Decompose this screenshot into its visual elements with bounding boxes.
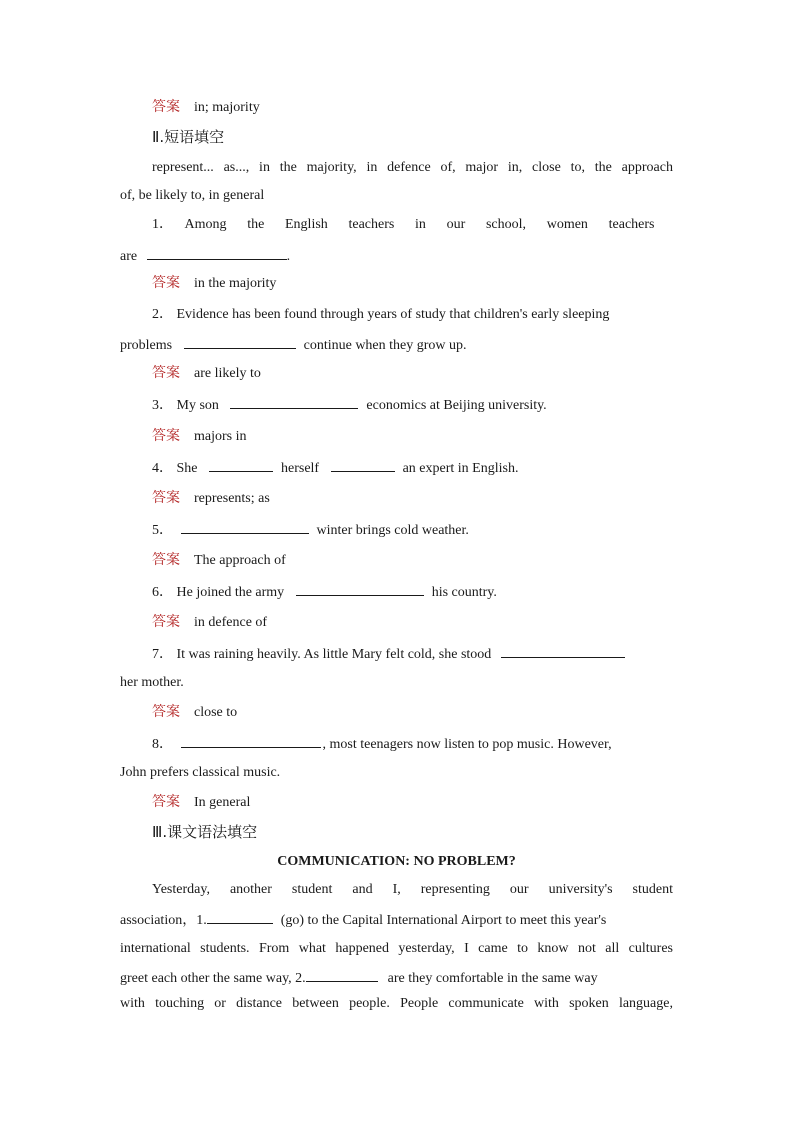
- answer-line-1: 答案 in the majority: [152, 275, 277, 291]
- passage-line-3: international students. From what happened yesterday, I came to know not all cultures: [120, 941, 673, 956]
- section-3-title: Ⅲ.课文语法填空: [152, 823, 258, 841]
- passage-line-2: association，1. (go) to the Capital International Airport to meet this year's: [120, 909, 673, 931]
- passage-line-4: greet each other the same way, 2. are they comfortable in the same way: [120, 967, 673, 989]
- question-2: 2． Evidence has been found through years of study that children's early sleeping: [152, 307, 610, 322]
- answer-blank[interactable]: [230, 394, 358, 409]
- word-bank-line-1: represent... as..., in the majority, in defence of, major in, close to, the approach: [152, 160, 673, 175]
- answer-line-6: 答案 in defence of: [152, 614, 268, 630]
- answer-line-2: 答案 are likely to: [152, 365, 261, 381]
- section-2-title: Ⅱ.短语填空: [152, 128, 225, 146]
- answer-blank[interactable]: [209, 457, 273, 472]
- answer-line-3: 答案 majors in: [152, 428, 247, 444]
- word-bank-line-2: of, be likely to, in general: [120, 188, 265, 203]
- question-2-cont: problems continue when they grow up.: [120, 334, 673, 356]
- answer-line-4: 答案 represents; as: [152, 490, 270, 506]
- question-6: 6． He joined the army his country.: [120, 581, 673, 603]
- answer-line-5: 答案 The approach of: [152, 552, 286, 568]
- answer-blank[interactable]: [501, 643, 625, 658]
- question-7: 7． It was raining heavily. As little Mary felt cold, she stood: [120, 643, 673, 665]
- question-4: 4． She herself an expert in English.: [120, 457, 673, 479]
- answer-label: 答案: [152, 99, 180, 115]
- answer-line-0: [120, 97, 673, 118]
- question-8: 8． , most teenagers now listen to pop music. However,: [120, 733, 673, 755]
- answer-line-7: 答案 close to: [152, 704, 238, 720]
- passage-line-1: Yesterday, another student and I, representing our university's student: [152, 882, 673, 897]
- answer-blank[interactable]: [184, 334, 296, 349]
- answer-blank[interactable]: [331, 457, 395, 472]
- question-1-cont: are .: [120, 245, 673, 267]
- question-8-cont: John prefers classical music.: [120, 765, 281, 780]
- answer-text: in; majority: [194, 100, 260, 115]
- answer-line-8: 答案 In general: [152, 794, 251, 810]
- passage-title: COMMUNICATION: NO PROBLEM?: [277, 854, 516, 869]
- answer-blank[interactable]: [207, 909, 273, 924]
- answer-blank[interactable]: [296, 581, 424, 596]
- question-5: 5． winter brings cold weather.: [120, 519, 673, 541]
- question-7-cont: her mother.: [120, 675, 184, 690]
- answer-blank[interactable]: [181, 519, 309, 534]
- question-number: 1．: [152, 217, 173, 232]
- passage-line-5: with touching or distance between people. People communicate with spoken language,: [120, 996, 673, 1011]
- question-3: 3． My son economics at Beijing university.: [120, 394, 673, 416]
- answer-blank[interactable]: [306, 967, 378, 982]
- answer-blank[interactable]: [147, 245, 287, 260]
- answer-blank[interactable]: [181, 733, 321, 748]
- question-1: 1． Among the English teachers in our school, women teachers: [152, 217, 655, 232]
